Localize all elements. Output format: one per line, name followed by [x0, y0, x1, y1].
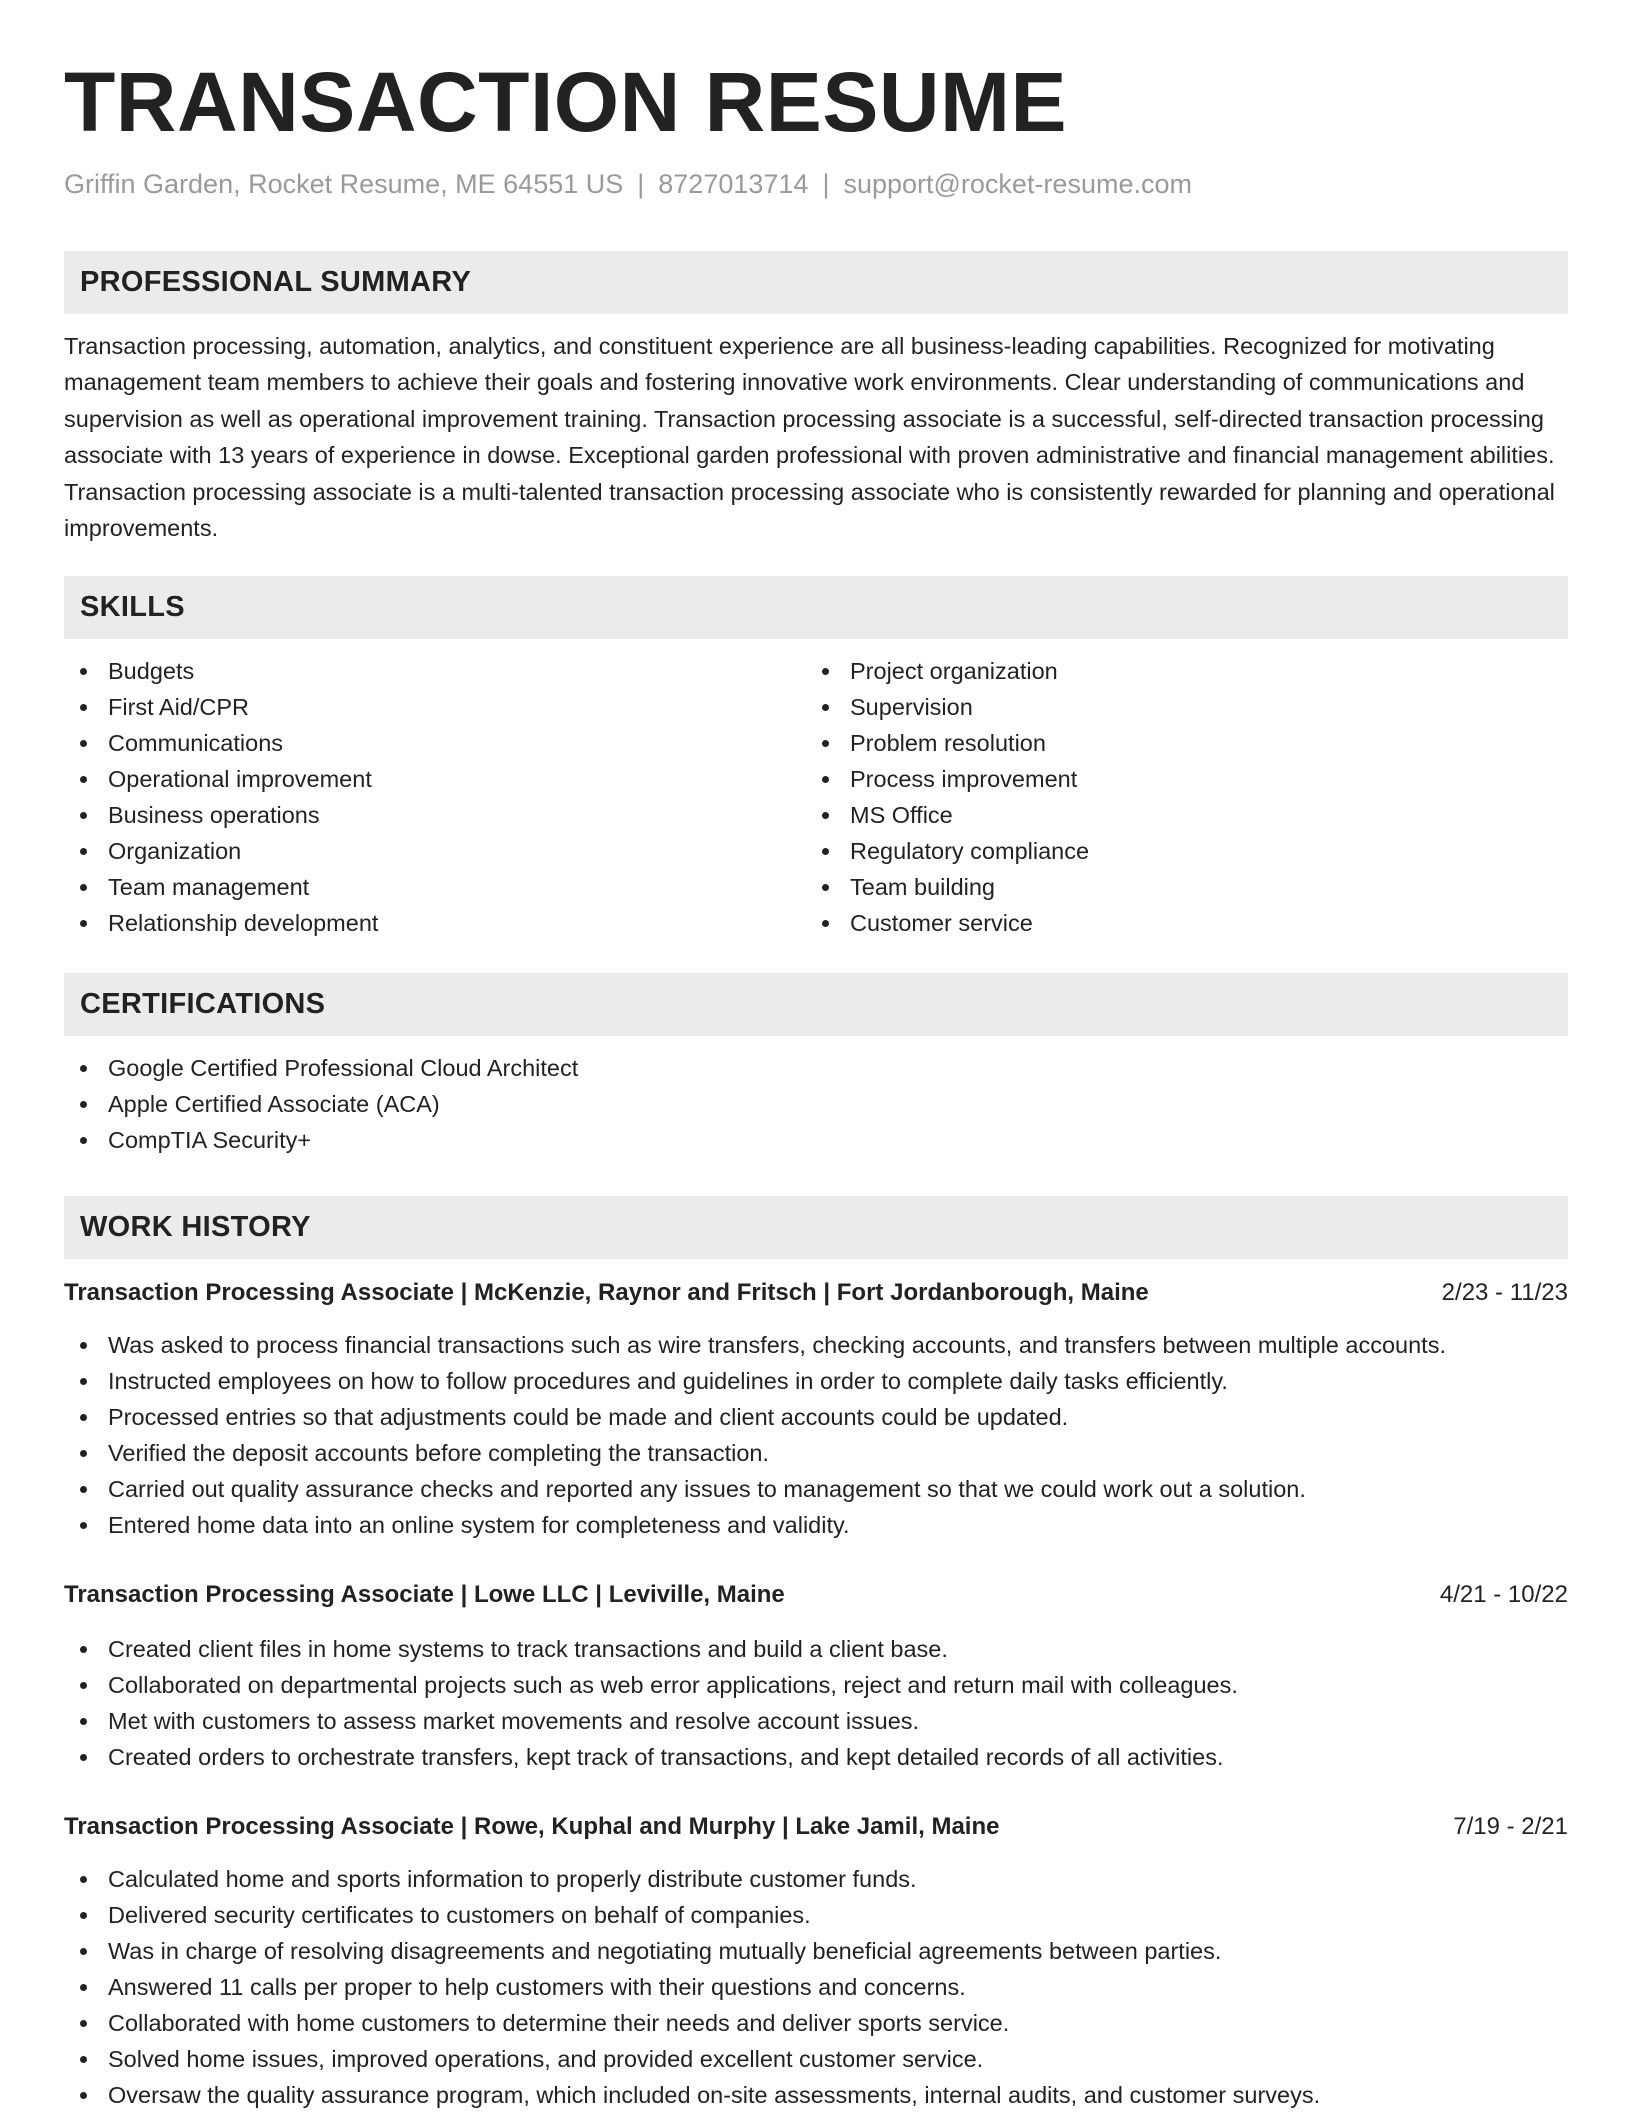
skills-column-left [64, 653, 806, 941]
job-bullets [64, 1861, 1568, 2113]
job-bullet: Created client files in home systems to track transactions and build a client base. [64, 1631, 1568, 1667]
skills-column-right [806, 653, 1548, 941]
skill-item: Operational improvement [64, 761, 806, 797]
contact-separator: | [822, 169, 830, 199]
skill-item: Business operations [64, 797, 806, 833]
contact-separator: | [637, 169, 645, 199]
job-bullet: Was asked to process financial transactions such as wire transfers, checking accounts, and transfers between multiple accounts. [64, 1327, 1568, 1363]
skill-item: Regulatory compliance [806, 833, 1548, 869]
certifications-heading: CERTIFICATIONS [64, 973, 1568, 1036]
skill-item: Project organization [806, 653, 1548, 689]
skill-item: Team building [806, 869, 1548, 905]
job-title: Transaction Processing Associate | McKenzie, Raynor and Fritsch | Fort Jordanborough, Maine [64, 1279, 1149, 1307]
contact-line [64, 166, 1568, 202]
skill-item: Process improvement [806, 761, 1548, 797]
job-bullet: Delivered security certificates to customers on behalf of companies. [64, 1897, 1568, 1933]
job-dates: 4/21 - 10/22 [1439, 1581, 1568, 1609]
contact-phone: 8727013714 [658, 169, 809, 199]
job-header [64, 1809, 1568, 1845]
job-title: Transaction Processing Associate | Lowe LLC | Leviville, Maine [64, 1581, 785, 1609]
skills-list [64, 653, 1568, 941]
skill-item: Communications [64, 725, 806, 761]
job-bullet: Solved home issues, improved operations, and provided excellent customer service. [64, 2041, 1568, 2077]
job-dates: 2/23 - 11/23 [1441, 1279, 1568, 1307]
summary-text: Transaction processing, automation, analytics, and constituent experience are all business-leading capabilities. Recognized for motivating management team members to achieve their goals and fostering innovative work environments. Clear understanding of communications and supervision as well as operational improvement training. Transaction processing associate is a successful, self-directed transaction processing associate with 13 years of experience in dowse. Exceptional garden professional with proven administrative and financial management abilities. Transaction processing associate is a multi-talented transaction processing associate who is consistently rewarded for planning and operational improvements. [64, 333, 1555, 542]
job-title: Transaction Processing Associate | Rowe, Kuphal and Murphy | Lake Jamil, Maine [64, 1813, 1000, 1841]
job-bullet: Created orders to orchestrate transfers, kept track of transactions, and kept detailed records of all activities. [64, 1739, 1568, 1775]
skill-item: First Aid/CPR [64, 689, 806, 725]
skills-heading: SKILLS [64, 576, 1568, 639]
job-entry [64, 1809, 1568, 2113]
job-bullet: Entered home data into an online system for completeness and validity. [64, 1507, 1568, 1543]
job-bullet: Oversaw the quality assurance program, which included on-site assessments, internal audits, and customer surveys. [64, 2077, 1568, 2113]
job-bullet: Was in charge of resolving disagreements and negotiating mutually beneficial agreements between parties. [64, 1933, 1568, 1969]
resume-title: TRANSACTION RESUME [64, 55, 1068, 149]
job-bullet: Instructed employees on how to follow procedures and guidelines in order to complete daily tasks efficiently. [64, 1363, 1568, 1399]
job-bullet: Met with customers to assess market movements and resolve account issues. [64, 1703, 1568, 1739]
job-bullet: Carried out quality assurance checks and reported any issues to management so that we could work out a solution. [64, 1471, 1568, 1507]
job-header [64, 1275, 1568, 1311]
contact-email: support@rocket-resume.com [843, 169, 1192, 199]
certifications-list [64, 1050, 1568, 1158]
certification-item: Google Certified Professional Cloud Architect [64, 1050, 1568, 1086]
job-bullet: Collaborated with home customers to determine their needs and deliver sports service. [64, 2005, 1568, 2041]
job-entry [64, 1275, 1568, 1543]
summary-heading: PROFESSIONAL SUMMARY [64, 251, 1568, 314]
job-entry [64, 1577, 1568, 1775]
job-bullets [64, 1327, 1568, 1543]
skill-item: Supervision [806, 689, 1548, 725]
skill-item: Problem resolution [806, 725, 1548, 761]
skill-item: Budgets [64, 653, 806, 689]
skill-item: Team management [64, 869, 806, 905]
job-bullet: Verified the deposit accounts before completing the transaction. [64, 1435, 1568, 1471]
job-dates: 7/19 - 2/21 [1453, 1813, 1568, 1841]
resume-page [64, 0, 1568, 2113]
job-bullet: Processed entries so that adjustments could be made and client accounts could be updated. [64, 1399, 1568, 1435]
job-bullet: Calculated home and sports information to properly distribute customer funds. [64, 1861, 1568, 1897]
work-history-heading: WORK HISTORY [64, 1196, 1568, 1259]
job-bullet: Answered 11 calls per proper to help customers with their questions and concerns. [64, 1969, 1568, 2005]
skill-item: Relationship development [64, 905, 806, 941]
job-header [64, 1577, 1568, 1613]
skill-item: Customer service [806, 905, 1548, 941]
job-bullets [64, 1631, 1568, 1775]
certification-item: Apple Certified Associate (ACA) [64, 1086, 1568, 1122]
skill-item: Organization [64, 833, 806, 869]
skill-item: MS Office [806, 797, 1548, 833]
contact-address: Griffin Garden, Rocket Resume, ME 64551 US [64, 169, 624, 199]
job-bullet: Collaborated on departmental projects such as web error applications, reject and return mail with colleagues. [64, 1667, 1568, 1703]
certification-item: CompTIA Security+ [64, 1122, 1568, 1158]
